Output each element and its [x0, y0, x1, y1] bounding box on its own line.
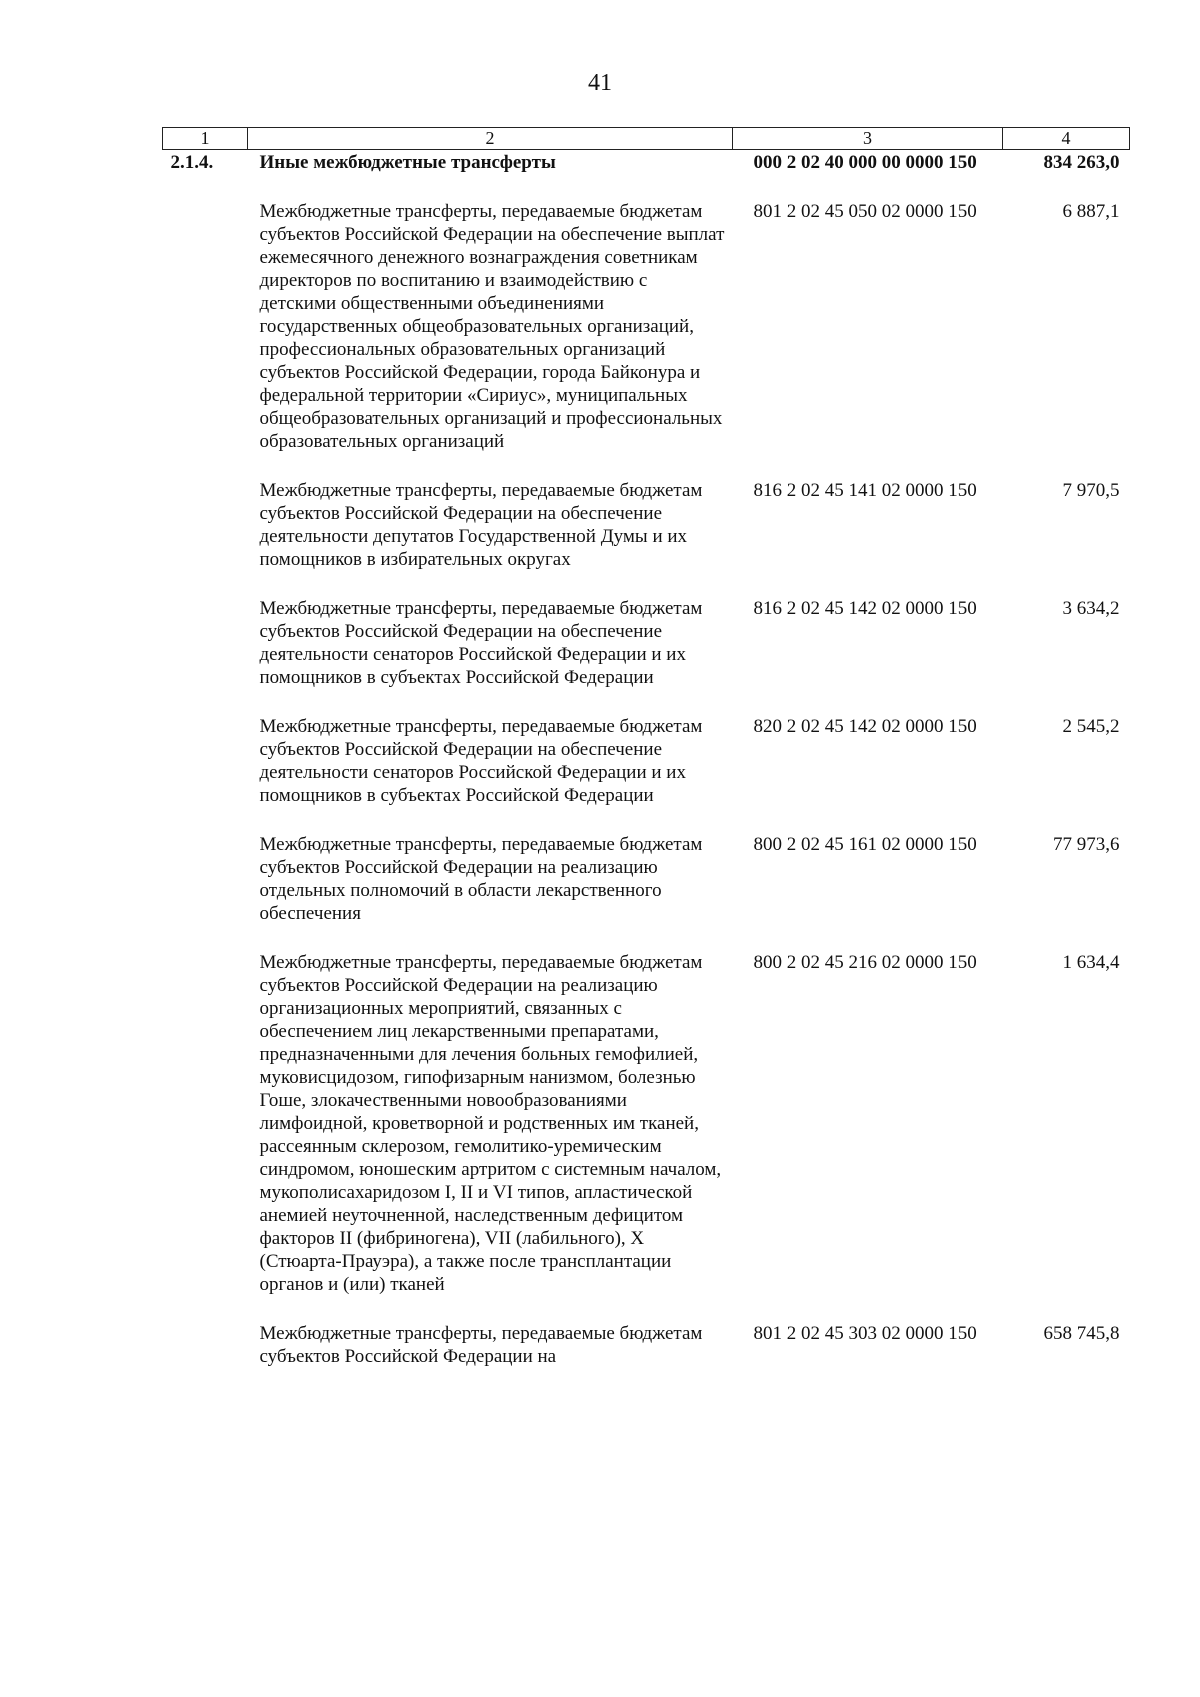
column-header-2: 2: [248, 128, 733, 150]
row-number-cell: [163, 453, 248, 571]
budget-table: [162, 127, 1130, 1368]
row-description: Межбюджетные трансферты, передаваемые бюджетам субъектов Российской Федерации на обеспечение деятельности сенаторов Российской Федерации и их помощников в субъектах Российской Федерации: [259, 598, 703, 688]
row-number-cell: [163, 689, 248, 807]
table-row: [163, 925, 1130, 1296]
section-amount: 834 263,0: [1043, 152, 1120, 173]
table-row: [163, 174, 1130, 453]
section-number: 2.1.4.: [170, 152, 214, 173]
table-row: [163, 807, 1130, 925]
table-row: [163, 1296, 1130, 1368]
row-description: Межбюджетные трансферты, передаваемые бюджетам субъектов Российской Федерации на: [259, 1323, 703, 1367]
row-amount: 3 634,2: [1062, 598, 1120, 619]
row-description: Межбюджетные трансферты, передаваемые бюджетам субъектов Российской Федерации на реализацию отдельных полномочий в области лекарственного обеспечения: [259, 834, 703, 924]
row-description: Межбюджетные трансферты, передаваемые бюджетам субъектов Российской Федерации на реализацию организационных мероприятий, связанных с обеспечением лиц лекарственными препаратами, предназначенными для лечения больных гемофилией, муковисцидозом, гипофизарным нанизмом, болезнью Гоше, злокачественными новообразованиями лимфоидной, кроветворной и родственных им тканей, рассеянным склерозом, гемолитико-уремическим синдромом, юношеским артритом с системным началом, мукополисахаридозом I, II и VI типов, апластической анемией неуточненной, наследственным дефицитом факторов II (фибриногена), VII (лабильного), X (Стюарта-Прауэра), а также после трансплантации органов и (или) тканей: [259, 952, 722, 1295]
section-title: Иные межбюджетные трансферты: [259, 152, 556, 173]
row-description: Межбюджетные трансферты, передаваемые бюджетам субъектов Российской Федерации на обеспечение деятельности депутатов Государственной Думы и их помощников в избирательных округах: [259, 480, 703, 570]
row-amount: 2 545,2: [1062, 716, 1120, 737]
row-amount: 6 887,1: [1062, 201, 1120, 222]
row-number-cell: [163, 807, 248, 925]
row-code: 800 2 02 45 216 02 0000 150: [753, 952, 977, 973]
row-code: 801 2 02 45 303 02 0000 150: [753, 1323, 977, 1344]
row-code: 820 2 02 45 142 02 0000 150: [753, 716, 977, 737]
row-number-cell: [163, 1296, 248, 1368]
page-number: 41: [588, 70, 612, 96]
row-number-cell: [163, 925, 248, 1296]
row-number-cell: [163, 571, 248, 689]
table-row: [163, 571, 1130, 689]
row-code: 801 2 02 45 050 02 0000 150: [753, 201, 977, 222]
column-header-4: 4: [1003, 128, 1130, 150]
row-number-cell: [163, 174, 248, 453]
table-row: [163, 689, 1130, 807]
section-code: 000 2 02 40 000 00 0000 150: [753, 152, 977, 173]
column-header-3: 3: [733, 128, 1003, 150]
column-number-header: [163, 128, 1130, 150]
row-amount: 658 745,8: [1043, 1323, 1120, 1344]
column-header-1: 1: [163, 128, 248, 150]
row-description: Межбюджетные трансферты, передаваемые бюджетам субъектов Российской Федерации на обеспечение деятельности сенаторов Российской Федерации и их помощников в субъектах Российской Федерации: [259, 716, 703, 806]
row-code: 800 2 02 45 161 02 0000 150: [753, 834, 977, 855]
row-code: 816 2 02 45 141 02 0000 150: [753, 480, 977, 501]
row-amount: 7 970,5: [1062, 480, 1120, 501]
row-amount: 1 634,4: [1062, 952, 1120, 973]
section-row: [163, 150, 1130, 175]
table-row: [163, 453, 1130, 571]
row-description: Межбюджетные трансферты, передаваемые бюджетам субъектов Российской Федерации на обеспечение выплат ежемесячного денежного вознаграждения советникам директоров по воспитанию и взаимодействию с детскими общественными объединениями государственных общеобразовательных организаций, профессиональных образовательных организаций субъектов Российской Федерации, города Байконура и федеральной территории «Сириус», муниципальных общеобразовательных организаций и профессиональных образовательных организаций: [259, 201, 725, 452]
row-amount: 77 973,6: [1053, 834, 1120, 855]
row-code: 816 2 02 45 142 02 0000 150: [753, 598, 977, 619]
